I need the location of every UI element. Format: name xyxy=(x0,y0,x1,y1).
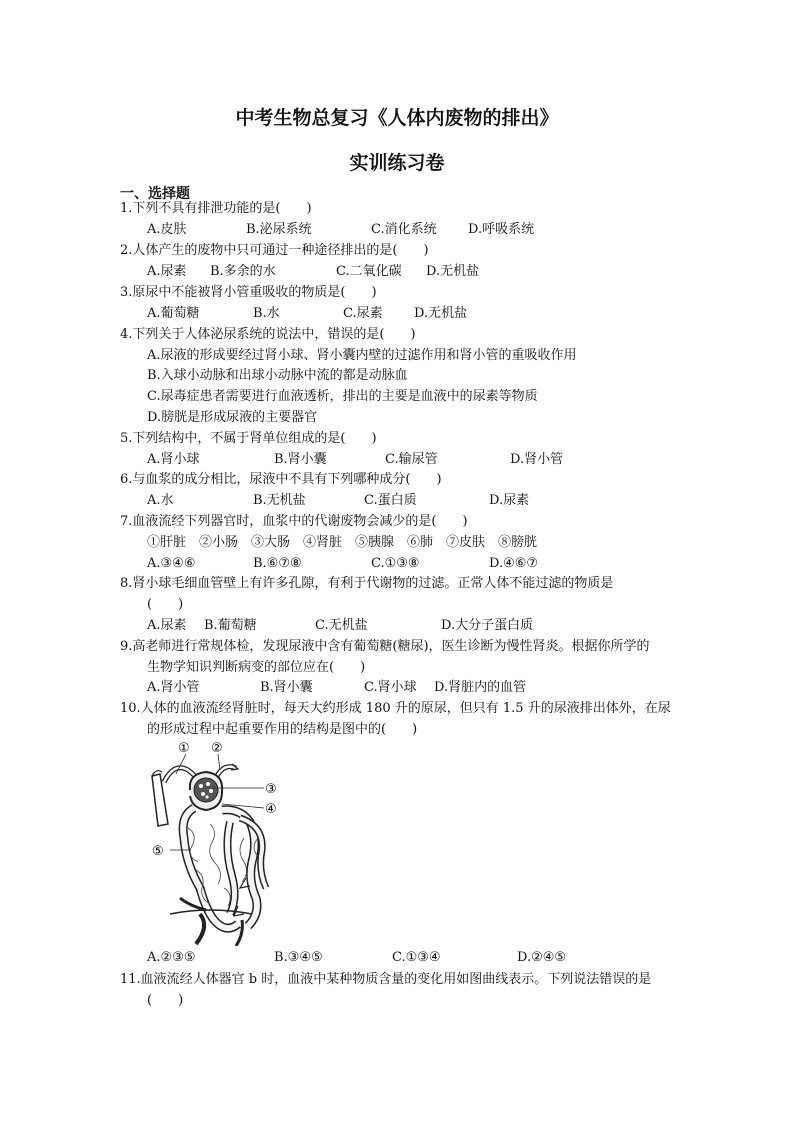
question-1-option-a: A.皮肤 xyxy=(147,222,187,237)
question-1-option-d: D.呼吸系统 xyxy=(468,222,535,237)
question-3-option-a: A.葡萄糖 xyxy=(147,306,200,321)
question-6-option-b: B.无机盐 xyxy=(253,493,306,508)
question-4-option-c: C.尿毒症患者需要进行血液透析，排出的主要是血液中的尿素等物质 xyxy=(147,389,538,404)
question-8-option-d: D.大分子蛋白质 xyxy=(441,618,534,633)
diagram-label-4: ④ xyxy=(265,802,277,817)
question-5-option-a: A.肾小球 xyxy=(147,452,200,467)
question-1-option-c: C.消化系统 xyxy=(371,222,437,237)
exam-subtitle: 实训练习卷 xyxy=(349,152,445,174)
question-7-option-b: B.⑥⑦⑧ xyxy=(253,556,302,571)
question-2-option-d: D.无机盐 xyxy=(426,264,480,279)
question-2-option-b: B.多余的水 xyxy=(210,264,276,279)
diagram-label-1: ① xyxy=(178,741,190,756)
diagram-label-5: ⑤ xyxy=(152,844,164,859)
question-5-option-d: D.肾小管 xyxy=(510,452,564,467)
question-6-option-c: C.蛋白质 xyxy=(364,493,417,508)
question-6-option-d: D.尿素 xyxy=(489,493,530,508)
question-9-option-c: C.肾小球 xyxy=(364,680,417,695)
question-5-option-c: C.输尿管 xyxy=(385,452,438,467)
question-6-option-a: A.水 xyxy=(147,493,174,508)
question-9-stem-continued: 生物学知识判断病变的部位应在( ) xyxy=(147,660,366,675)
question-10-option-d: D.②④⑤ xyxy=(517,950,567,965)
nephron-diagram xyxy=(140,738,290,946)
section-heading: 一、选择题 xyxy=(120,186,190,202)
question-6-stem: 6.与血浆的成分相比，尿液中不具有下列哪种成分( ) xyxy=(120,472,442,487)
question-10-option-b: B.③④⑤ xyxy=(274,950,323,965)
question-10-option-c: C.①③④ xyxy=(392,950,441,965)
question-2-option-c: C.二氧化碳 xyxy=(336,264,402,279)
question-7-organ-list: ①肝脏 ②小肠 ③大肠 ④肾脏 ⑤胰腺 ⑥肺 ⑦皮肤 ⑧膀胱 xyxy=(147,535,538,550)
question-9-stem: 9.高老师进行常规体检，发现尿液中含有葡萄糖(糖尿)，医生诊断为慢性肾炎。根据你所学的 xyxy=(120,639,650,654)
question-10-option-a: A.②③⑤ xyxy=(147,950,196,965)
question-7-option-d: D.④⑥⑦ xyxy=(489,556,539,571)
diagram-label-2: ② xyxy=(211,741,223,756)
question-9-option-d: D.肾脏内的血管 xyxy=(434,680,527,695)
question-9-option-a: A.肾小管 xyxy=(147,680,200,695)
question-9-option-b: B.肾小囊 xyxy=(260,680,313,695)
question-7-stem: 7.血液流经下列器官时，血浆中的代谢废物会减少的是( ) xyxy=(120,514,468,529)
question-11-stem: 11.血液流经人体器官 b 时，血液中某种物质含量的变化用如图曲线表示。下列说法错误的是 xyxy=(120,972,652,987)
question-3-stem: 3.原尿中不能被肾小管重吸收的物质是( ) xyxy=(120,285,377,300)
question-4-option-b: B.入球小动脉和出球小动脉中流的都是动脉血 xyxy=(147,368,408,383)
question-8-option-b: B.葡萄糖 xyxy=(204,618,257,633)
question-5-stem: 5.下列结构中，不属于肾单位组成的是( ) xyxy=(120,431,377,446)
question-5-option-b: B.肾小囊 xyxy=(274,452,327,467)
question-8-option-c: C.无机盐 xyxy=(315,618,368,633)
question-8-stem: 8.肾小球毛细血管壁上有许多孔隙，有利于代谢物的过滤。正常人体不能过滤的物质是 xyxy=(120,576,614,591)
question-1-stem: 1.下列不具有排泄功能的是( ) xyxy=(120,201,312,216)
question-7-option-c: C.①③⑧ xyxy=(371,556,420,571)
question-1-option-b: B.泌尿系统 xyxy=(246,222,312,237)
question-3-option-c: C.尿素 xyxy=(343,306,383,321)
question-2-stem: 2.人体产生的废物中只可通过一种途径排出的是( ) xyxy=(120,243,429,258)
question-4-option-a: A.尿液的形成要经过肾小球、肾小囊内壁的过滤作用和肾小管的重吸收作用 xyxy=(147,348,577,363)
question-3-option-d: D.无机盐 xyxy=(414,306,468,321)
question-8-answer-blank: ( ) xyxy=(147,597,184,612)
question-4-stem: 4.下列关于人体泌尿系统的说法中，错误的是( ) xyxy=(120,327,416,342)
question-8-option-a: A.尿素 xyxy=(147,618,187,633)
diagram-label-3: ③ xyxy=(265,782,277,797)
question-10-stem: 10.人体的血液流经肾脏时，每天大约形成 180 升的原尿，但只有 1.5 升的尿液排出体外，在尿 xyxy=(120,701,671,716)
question-4-option-d: D.膀胱是形成尿液的主要器官 xyxy=(147,410,318,425)
question-11-answer-blank: ( ) xyxy=(147,993,184,1008)
question-10-stem-continued: 的形成过程中起重要作用的结构是图中的( ) xyxy=(147,722,418,737)
question-7-option-a: A.③④⑥ xyxy=(147,556,196,571)
question-3-option-b: B.水 xyxy=(253,306,280,321)
question-2-option-a: A.尿素 xyxy=(147,264,187,279)
exam-title: 中考生物总复习《人体内废物的排出》 xyxy=(235,107,559,129)
